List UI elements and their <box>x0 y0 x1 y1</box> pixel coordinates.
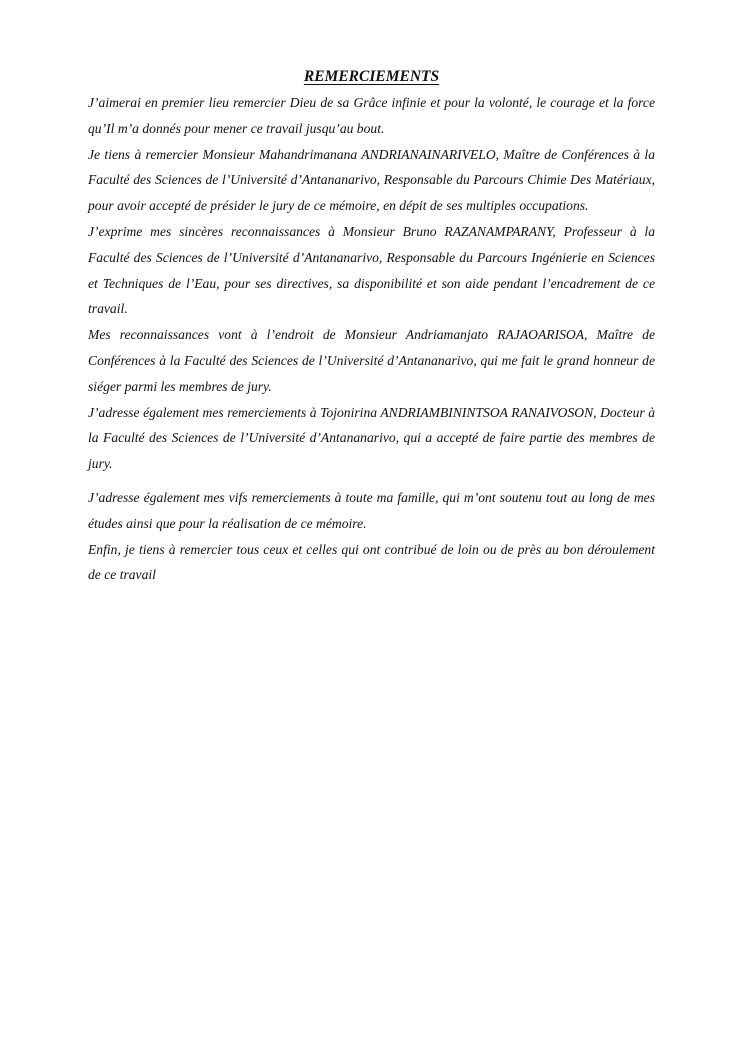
page-title: REMERCIEMENTS <box>303 68 440 85</box>
paragraph-thanks-supervisor: J’exprime mes sincères reconnaissances à Monsieur Bruno RAZANAMPARANY, Professeur à la Faculté des Sciences de l’Université d’Antananarivo, Responsable du Parcours Ingénierie en Sciences et Techniques de l’Eau, pour ses directives, sa disponibilité et son aide pendant l’encadrement de ce travail. <box>88 223 655 317</box>
paragraph-thanks-everyone: Enfin, je tiens à remercier tous ceux et celles qui ont contribué de loin ou de près au bon déroulement de ce travail <box>88 541 655 583</box>
paragraph-thanks-jury-member-2: J’adresse également mes remerciements à Tojonirina ANDRIAMBININTSOA RANAIVOSON, Docteur à la Faculté des Sciences de l’Université d’Antananarivo, qui a accepté de faire partie des membres de jury. <box>88 404 655 472</box>
document-page <box>88 64 655 588</box>
paragraph-thanks-jury-president: Je tiens à remercier Monsieur Mahandrimanana ANDRIANAINARIVELO, Maître de Conférences à la Faculté des Sciences de l’Université d’Antananarivo, Responsable du Parcours Chimie Des Matériaux, pour avoir accepté de présider le jury de ce mémoire, en dépit de ses multiples occupations. <box>88 146 655 214</box>
paragraph-thanks-god: J’aimerai en premier lieu remercier Dieu de sa Grâce infinie et pour la volonté, le courage et la force qu’Il m’a donnés pour mener ce travail jusqu’au bout. <box>88 95 655 136</box>
paragraph-thanks-jury-member-1: Mes reconnaissances vont à l’endroit de Monsieur Andriamanjato RAJAOARISOA, Maître de Conférences à la Faculté des Sciences de l’Université d’Antananarivo, qui me fait le grand honneur de siéger parmi les membres de jury. <box>88 327 655 394</box>
paragraph-thanks-family: J’adresse également mes vifs remerciements à toute ma famille, qui m’ont soutenu tout au long de mes études ainsi que pour la réalisation de ce mémoire. <box>88 489 655 531</box>
